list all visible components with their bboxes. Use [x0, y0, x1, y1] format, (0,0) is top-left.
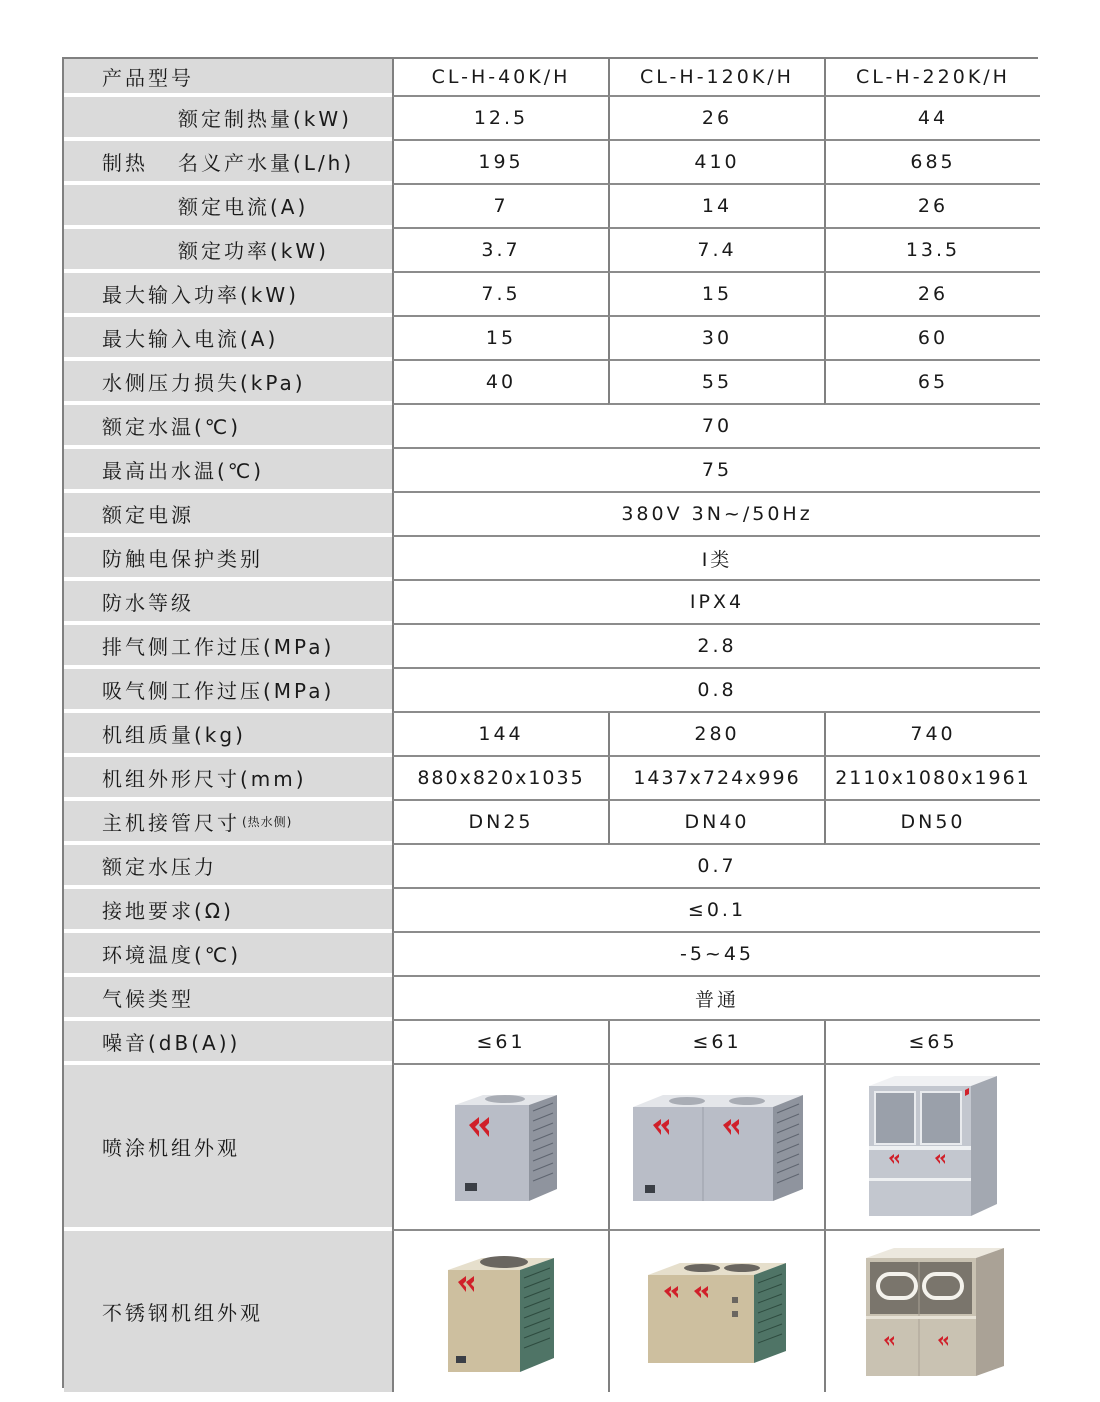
cell-value: 14: [608, 185, 824, 229]
row-label-rated-power: 额定功率(kW): [64, 229, 392, 273]
row-label-climate-type: 气候类型: [64, 977, 392, 1021]
cell-value: 60: [824, 317, 1040, 361]
cell-value: 7.5: [392, 273, 608, 317]
stainless-unit-image-2: [608, 1231, 824, 1392]
row-label-water-output: 制热 名义产水量(L/h): [64, 141, 392, 185]
cell-value: 0.7: [392, 845, 1040, 889]
row-label-painted-appearance: 喷涂机组外观: [64, 1065, 392, 1231]
cell-value: 3.7: [392, 229, 608, 273]
stainless-unit-image-3: [824, 1231, 1040, 1392]
row-label-max-input-power: 最大输入功率(kW): [64, 273, 392, 317]
cell-value: DN50: [824, 801, 1040, 845]
painted-unit-image-3: [824, 1065, 1040, 1231]
row-label-shock-protection: 防触电保护类别: [64, 537, 392, 581]
row-label-pressure-loss: 水侧压力损失(kPa): [64, 361, 392, 405]
painted-unit-40k-icon: [441, 1089, 561, 1205]
cell-value: 44: [824, 97, 1040, 141]
painted-unit-120k-icon: [627, 1089, 807, 1205]
cell-value: IPX4: [392, 581, 1040, 625]
row-label-grounding: 接地要求(Ω): [64, 889, 392, 933]
cell-value: 普通: [392, 977, 1040, 1021]
cell-value: 15: [392, 317, 608, 361]
cell-value: 65: [824, 361, 1040, 405]
row-label-rated-heating: 额定制热量(kW): [64, 97, 392, 141]
heating-group-label: 制热: [102, 150, 148, 175]
row-label-pipe-size: 主机接管尺寸 (热水侧): [64, 801, 392, 845]
cell-value: 12.5: [392, 97, 608, 141]
cell-value: 280: [608, 713, 824, 757]
row-label-stainless-appearance: 不锈钢机组外观: [64, 1231, 392, 1392]
row-label-dimensions: 机组外形尺寸(mm): [64, 757, 392, 801]
row-label-ambient-temp: 环境温度(℃): [64, 933, 392, 977]
model-header-1: CL-H-40K/H: [392, 59, 608, 97]
cell-value: 0.8: [392, 669, 1040, 713]
row-label-rated-current: 额定电流(A): [64, 185, 392, 229]
cell-value: 2.8: [392, 625, 1040, 669]
cell-value: 1437x724x996: [608, 757, 824, 801]
cell-value: DN40: [608, 801, 824, 845]
painted-unit-220k-icon: [863, 1074, 1003, 1220]
row-label-noise: 噪音(dB(A)): [64, 1021, 392, 1065]
cell-value: -5~45: [392, 933, 1040, 977]
row-label-rated-water-pressure: 额定水压力: [64, 845, 392, 889]
cell-value: 195: [392, 141, 608, 185]
cell-value: 26: [824, 273, 1040, 317]
painted-unit-image-2: [608, 1065, 824, 1231]
row-label-rated-water-temp: 额定水温(℃): [64, 405, 392, 449]
cell-value: 7: [392, 185, 608, 229]
spec-table: [62, 57, 1038, 1388]
cell-value: 13.5: [824, 229, 1040, 273]
cell-value: 70: [392, 405, 1040, 449]
cell-value: DN25: [392, 801, 608, 845]
row-label-waterproof-grade: 防水等级: [64, 581, 392, 625]
cell-value: 40: [392, 361, 608, 405]
cell-value: 2110x1080x1961: [824, 757, 1040, 801]
cell-value: ≤61: [608, 1021, 824, 1065]
row-label-max-input-current: 最大输入电流(A): [64, 317, 392, 361]
cell-value: 144: [392, 713, 608, 757]
cell-value: ≤0.1: [392, 889, 1040, 933]
row-label-max-outlet-temp: 最高出水温(℃): [64, 449, 392, 493]
cell-value: 55: [608, 361, 824, 405]
painted-unit-image-1: [392, 1065, 608, 1231]
header-label: 产品型号: [64, 59, 392, 97]
pipe-size-note: (热水侧): [242, 814, 293, 829]
model-header-2: CL-H-120K/H: [608, 59, 824, 97]
cell-value: 7.4: [608, 229, 824, 273]
cell-value: 740: [824, 713, 1040, 757]
cell-value: 380V 3N~/50Hz: [392, 493, 1040, 537]
cell-value: 410: [608, 141, 824, 185]
cell-value: 15: [608, 273, 824, 317]
cell-value: 75: [392, 449, 1040, 493]
cell-value: 880x820x1035: [392, 757, 608, 801]
row-label-unit-weight: 机组质量(kg): [64, 713, 392, 757]
row-label-suction-pressure: 吸气侧工作过压(MPa): [64, 669, 392, 713]
cell-value: 685: [824, 141, 1040, 185]
cell-value: 26: [608, 97, 824, 141]
stainless-unit-40k-icon: [436, 1248, 566, 1376]
stainless-unit-120k-icon: [642, 1257, 792, 1367]
model-header-3: CL-H-220K/H: [824, 59, 1040, 97]
cell-value: 26: [824, 185, 1040, 229]
stainless-unit-220k-icon: [858, 1244, 1008, 1380]
cell-value: I类: [392, 537, 1040, 581]
cell-value: ≤61: [392, 1021, 608, 1065]
row-label-discharge-pressure: 排气侧工作过压(MPa): [64, 625, 392, 669]
cell-value: 30: [608, 317, 824, 361]
cell-value: ≤65: [824, 1021, 1040, 1065]
stainless-unit-image-1: [392, 1231, 608, 1392]
row-label-power-supply: 额定电源: [64, 493, 392, 537]
